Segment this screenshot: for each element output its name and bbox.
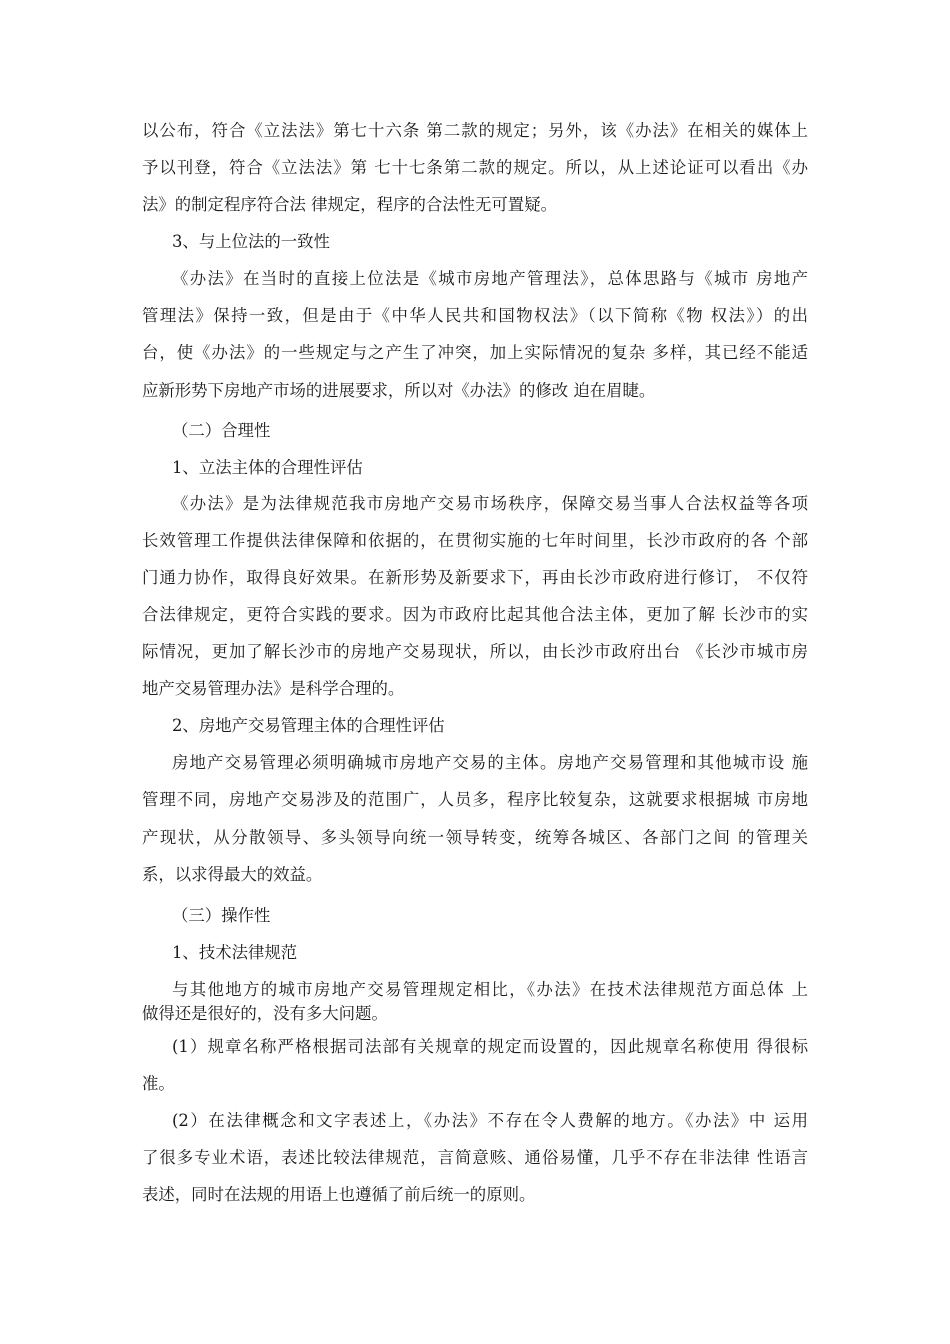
paragraph-line: 产现状，从分散领导、多头领导向统一领导转变，统筹各城区、各部门之间 的管理关 [142,828,808,847]
list-item-line: (2）在法律概念和文字表述上，《办法》不存在令人费解的地方。《办法》中 运用 [172,1111,808,1130]
list-item-line: 表述，同时在法规的用语上也遵循了前后统一的原则。 [142,1185,536,1204]
list-item-line: 准。 [142,1074,175,1093]
list-item-line: (1）规章名称严格根据司法部有关规章的规定而设置的，因此规章名称使用 得很标 [172,1037,808,1056]
paragraph-line: 与其他地方的城市房地产交易管理规定相比，《办法》在技术法律规范方面总体 上 [172,980,808,999]
paragraph-line: 以公布，符合《立法法》第七十六条 第二款的规定；另外，该《办法》在相关的媒体上 [142,121,808,140]
paragraph-line: 台，使《办法》的一些规定与之产生了冲突，加上实际情况的复杂 多样，其已经不能适 [142,343,808,362]
paragraph-line: 房地产交易管理必须明确城市房地产交易的主体。房地产交易管理和其他城市设 施 [172,753,808,772]
paragraph-line: 《办法》在当时的直接上位法是《城市房地产管理法》，总体思路与《城市 房地产 [172,269,808,288]
paragraph-line: 地产交易管理办法》是科学合理的。 [142,679,405,698]
paragraph-line: 管理不同，房地产交易涉及的范围广，人员多，程序比较复杂，这就要求根据城 市房地 [142,790,808,809]
paragraph-line: 法》的制定程序符合法 律规定，程序的合法性无可置疑。 [142,195,557,214]
list-item-line: 了很多专业术语，表述比较法律规范，言简意赅、通俗易懂，几乎不存在非法律 性语言 [142,1148,808,1167]
section-heading: 3、与上位法的一致性 [172,232,330,251]
paragraph-line: 长效管理工作提供法律保障和依据的，在贯彻实施的七年时间里，长沙市政府的各 个部 [142,531,808,550]
paragraph-line: 系，以求得最大的效益。 [142,865,323,884]
paragraph-line: 门通力协作，取得良好效果。在新形势及新要求下，再由长沙市政府进行修订， 不仅符 [142,568,808,587]
section-heading: 1、技术法律规范 [172,943,298,962]
paragraph-line: 际情况，更加了解长沙市的房地产交易现状，所以，由长沙市政府出台 《长沙市城市房 [142,642,808,661]
section-heading: （三）操作性 [172,906,271,925]
paragraph-line: 管理法》保持一致，但是由于《中华人民共和国物权法》（以下简称《物 权法》）的出 [142,306,808,325]
paragraph-line: 《办法》是为法律规范我市房地产交易市场秩序，保障交易当事人合法权益等各项 [172,494,808,513]
paragraph-line: 予以刊登，符合《立法法》第 七十七条第二款的规定。所以，从上述论证可以看出《办 [142,158,808,177]
paragraph-line: 做得还是很好的，没有多大问题。 [142,1004,388,1023]
section-heading: 1、立法主体的合理性评估 [172,458,363,477]
section-heading: 2、房地产交易管理主体的合理性评估 [172,716,445,735]
section-heading: （二）合理性 [172,421,271,440]
paragraph-line: 应新形势下房地产市场的进展要求，所以对《办法》的修改 迫在眉睫。 [142,381,656,400]
paragraph-line: 合法律规定，更符合实践的要求。因为市政府比起其他合法主体，更加了解 长沙市的实 [142,605,808,624]
